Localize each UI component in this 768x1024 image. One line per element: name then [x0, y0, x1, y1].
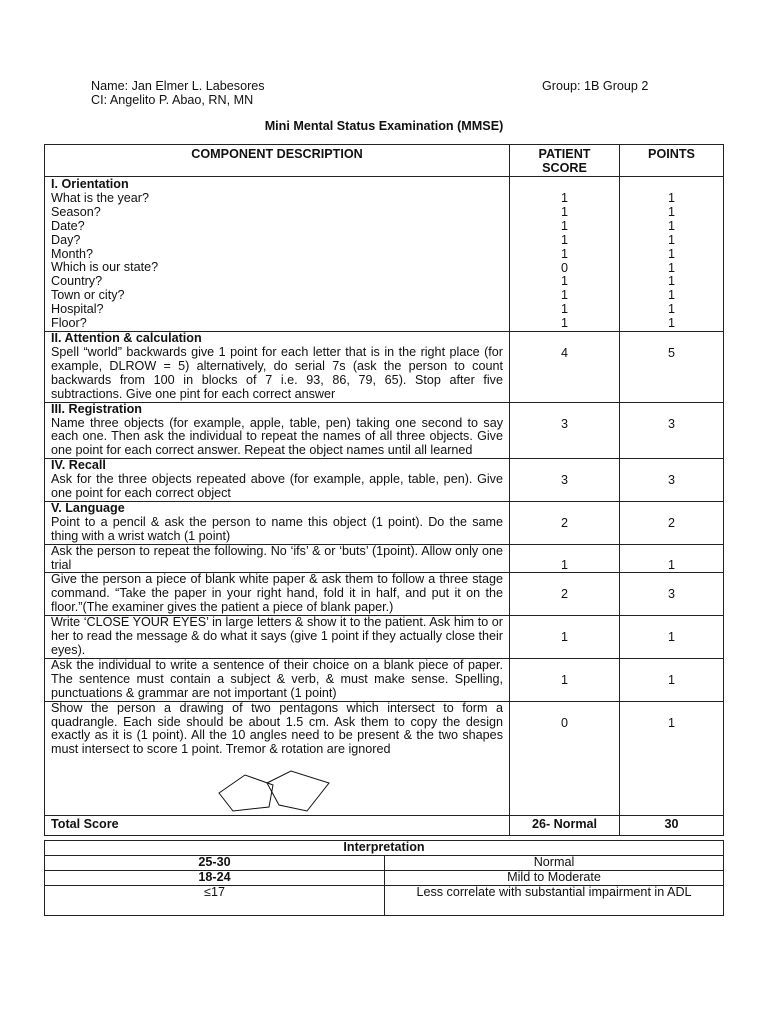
registration-heading: III. Registration — [51, 401, 142, 416]
page-title: Mini Mental Status Examination (MMSE) — [264, 119, 504, 133]
registration-row — [45, 402, 724, 459]
max-points: 1 — [667, 288, 675, 303]
language-description — [45, 501, 510, 544]
patient-score: 1 — [560, 288, 568, 303]
attention-text: Spell “world” backwards give 1 point for each letter that is in the right place (for example, DLROW = 5) alternatively, do serial 7s (ask the person to count backwards from 100 in blocks of 7 i.e. 93, 86, 79, 65). Stop after five subtractions. Give one pint for each correct answer — [51, 344, 503, 401]
orientation-question: Date? — [51, 218, 85, 233]
close-eyes-row — [45, 616, 724, 659]
table-header-row — [45, 145, 724, 177]
patient-score: 2 — [510, 573, 620, 616]
total-row — [45, 816, 724, 836]
max-points: 1 — [620, 658, 724, 701]
orientation-question: Season? — [51, 204, 101, 219]
max-points: 5 — [620, 332, 724, 403]
header — [91, 79, 671, 107]
orientation-row — [45, 177, 724, 332]
patient-score: 1 — [560, 274, 568, 289]
max-points: 1 — [620, 701, 724, 816]
col-patient-score-header: PATIENT SCORE — [510, 145, 620, 177]
pentagons-text: Show the person a drawing of two pentagons which intersect to form a quadrangle. Each side should be about 1.5 cm. Ask them to copy the design exactly as it is (1 point). All the 10 angles need to be present & the two shapes must intersect to score 1 point. Tremor & rotation are ignored — [51, 700, 503, 757]
patient-score: 1 — [510, 616, 620, 659]
orientation-heading: I. Orientation — [51, 177, 129, 191]
patient-score: 1 — [510, 658, 620, 701]
orientation-question: Day? — [51, 232, 81, 247]
patient-score: 0 — [510, 701, 620, 816]
recall-description — [45, 459, 510, 502]
orientation-question: Hospital? — [51, 302, 104, 317]
patient-score: 1 — [560, 316, 568, 331]
orientation-question: Floor? — [51, 316, 87, 331]
intersecting-pentagons-drawing — [211, 763, 351, 815]
score-meaning: Normal — [385, 856, 724, 871]
patient-score: 3 — [510, 402, 620, 459]
patient-score: 2 — [510, 501, 620, 544]
orientation-question: Which is our state? — [51, 260, 159, 275]
patient-score: 1 — [560, 302, 568, 317]
sentence-description: Ask the individual to write a sentence of their choice on a blank piece of paper. The sentence must contain a subject & verb, & must make sense. Spelling, punctuations & grammar are not important (1 point) — [45, 658, 510, 701]
patient-score: 4 — [510, 332, 620, 403]
interpretation-heading: Interpretation — [45, 841, 724, 856]
mmse-table — [44, 144, 724, 836]
max-points: 2 — [620, 501, 724, 544]
max-points: 1 — [667, 260, 675, 275]
patient-score: 1 — [510, 544, 620, 573]
attention-description — [45, 332, 510, 403]
max-points: 1 — [667, 302, 675, 317]
orientation-description — [45, 177, 510, 332]
orientation-question: Town or city? — [51, 288, 125, 303]
command-description: Give the person a piece of blank white paper & ask them to follow a three stage command. “Take the paper in your right hand, fold it in half, and put it on the floor.”(The examiner gives the patient a piece of blank paper.) — [45, 573, 510, 616]
patient-score: 1 — [560, 232, 568, 247]
total-patient-score: 26- Normal — [510, 816, 620, 836]
repeat-description: Ask the person to repeat the following. No ‘ifs’ & or ‘buts’ (1point). Allow only one trial — [45, 544, 510, 573]
col-component-header: COMPONENT DESCRIPTION — [45, 145, 510, 177]
max-points: 1 — [667, 218, 675, 233]
sentence-row — [45, 658, 724, 701]
language-heading: V. Language — [51, 500, 125, 515]
score-range: 25-30 — [45, 856, 385, 871]
interpretation-row — [45, 856, 724, 871]
attention-heading: II. Attention & calculation — [51, 331, 202, 346]
attention-row — [45, 332, 724, 403]
patient-score: 3 — [510, 459, 620, 502]
patient-score: 1 — [560, 191, 568, 205]
max-points: 1 — [667, 246, 675, 261]
max-points: 3 — [620, 459, 724, 502]
col-points-header: POINTS — [620, 145, 724, 177]
score-meaning: Mild to Moderate — [385, 870, 724, 885]
pentagons-row — [45, 701, 724, 816]
patient-score: 0 — [560, 260, 568, 275]
registration-description — [45, 402, 510, 459]
max-points: 1 — [667, 191, 675, 205]
interpretation-row — [45, 885, 724, 915]
command-row — [45, 573, 724, 616]
patient-score: 1 — [560, 218, 568, 233]
interpretation-table — [44, 840, 724, 916]
pentagons-description — [45, 701, 510, 816]
score-range: ≤17 — [45, 885, 385, 915]
patient-score: 1 — [560, 204, 568, 219]
score-meaning: Less correlate with substantial impairment in ADL — [385, 885, 724, 915]
clinical-instructor: CI: Angelito P. Abao, RN, MN — [91, 93, 254, 107]
max-points: 1 — [667, 204, 675, 219]
max-points: 1 — [620, 544, 724, 573]
score-range: 18-24 — [45, 870, 385, 885]
interpretation-row — [45, 870, 724, 885]
orientation-question: Country? — [51, 274, 103, 289]
total-points: 30 — [620, 816, 724, 836]
max-points: 3 — [620, 402, 724, 459]
recall-heading: IV. Recall — [51, 458, 106, 473]
close-eyes-description: Write ‘CLOSE YOUR EYES’ in large letters & show it to the patient. Ask him to or her to read the message & do what it says (give 1 point if they actually close their eyes). — [45, 616, 510, 659]
group-label: Group: 1B Group 2 — [542, 79, 649, 93]
pentagon-left — [219, 775, 273, 811]
interpretation-heading-row — [45, 841, 724, 856]
patient-score: 1 — [560, 246, 568, 261]
recall-text: Ask for the three objects repeated above (for example, apple, table, pen). Give one point for each correct object — [51, 472, 503, 501]
total-label: Total Score — [45, 816, 510, 836]
language-row — [45, 501, 724, 544]
max-points: 1 — [620, 616, 724, 659]
language-text: Point to a pencil & ask the person to name this object (1 point). Do the same thing with a wrist watch (1 point) — [51, 514, 503, 543]
orientation-question: What is the year? — [51, 190, 149, 205]
orientation-scores — [510, 177, 620, 332]
max-points: 3 — [620, 573, 724, 616]
registration-text: Name three objects (for example, apple, table, pen) taking one second to say each one. Then ask the individual to repeat the names of all three objects. Give one point for each correct answer. Repeat the object names until all learned — [51, 415, 503, 458]
repeat-row — [45, 544, 724, 573]
max-points: 1 — [667, 232, 675, 247]
orientation-question: Month? — [51, 246, 94, 261]
max-points: 1 — [667, 274, 675, 289]
orientation-points — [620, 177, 724, 332]
max-points: 1 — [667, 316, 675, 331]
pentagon-right — [267, 771, 329, 811]
recall-row — [45, 459, 724, 502]
student-name: Name: Jan Elmer L. Labesores — [91, 79, 265, 93]
